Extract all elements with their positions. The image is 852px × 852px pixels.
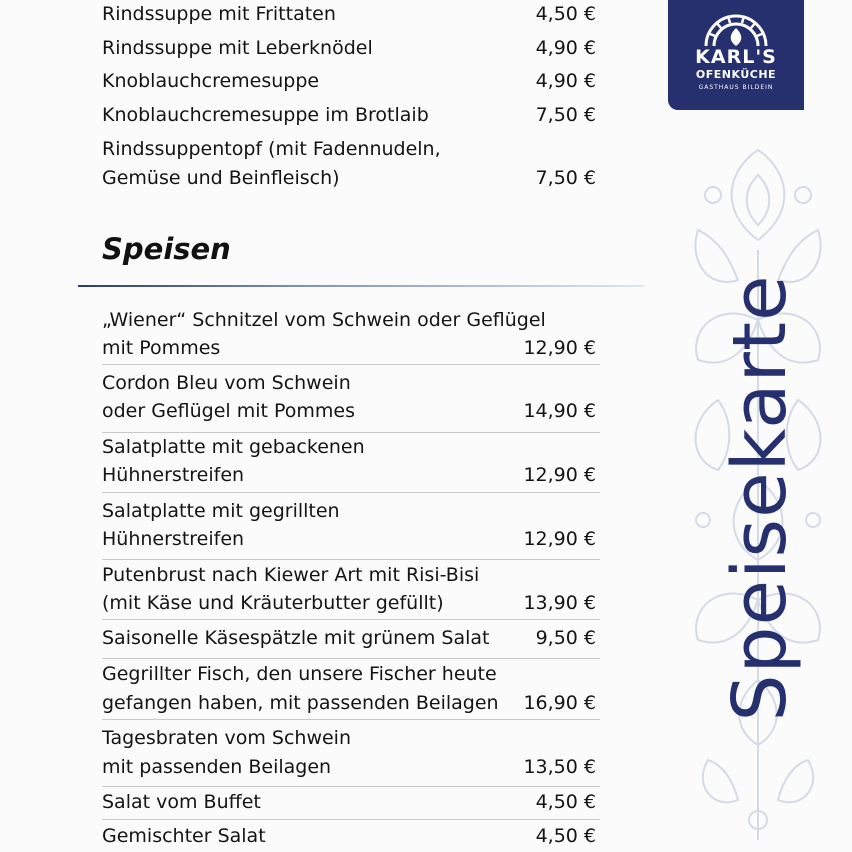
menu-item-rindssuppe-frittaten — [102, 3, 596, 27]
item-name-line-2: Hühnerstreifen — [102, 528, 245, 550]
menu-item-putenbrust-kiew — [102, 564, 596, 618]
menu-item-gegrillter-fisch — [102, 663, 596, 717]
item-name: Rindssuppe mit Frittaten — [102, 3, 336, 25]
item-price: 14,90 € — [523, 400, 596, 422]
item-price: 7,50 € — [535, 167, 596, 189]
menu-item-knoblauchcremesuppe-brotlaib — [102, 104, 596, 128]
menu-item-gemischter-salat — [102, 825, 596, 851]
menu-item-salatplatte-gebacken — [102, 436, 596, 490]
item-name: Saisonelle Käsespätzle mit grünem Salat — [102, 627, 490, 649]
item-name-line-1: Salatplatte mit gegrillten — [102, 500, 340, 522]
item-name-line-2: Gemüse und Beinfleisch) — [102, 167, 340, 189]
item-price: 12,90 € — [523, 464, 596, 486]
item-name-line-1: Salatplatte mit gebackenen — [102, 436, 365, 458]
item-name-line-1: Gegrillter Fisch, den unsere Fischer heute — [102, 663, 497, 685]
menu-item-cordon-bleu — [102, 372, 596, 426]
item-name-line-2: mit passenden Beilagen — [102, 756, 332, 778]
row-divider — [102, 719, 600, 720]
logo-line-1: KARL'S — [695, 46, 777, 68]
item-name: Rindssuppe mit Leberknödel — [102, 37, 373, 59]
menu-item-salat-buffet — [102, 791, 596, 817]
menu-item-salatplatte-gegrillt — [102, 500, 596, 554]
row-divider — [102, 619, 600, 620]
item-price: 7,50 € — [535, 104, 596, 126]
row-divider — [102, 432, 600, 433]
row-divider — [102, 819, 600, 820]
item-name-line-2: oder Geflügel mit Pommes — [102, 400, 356, 422]
item-name: Knoblauchcremesuppe im Brotlaib — [102, 104, 429, 126]
item-name: Knoblauchcremesuppe — [102, 70, 320, 92]
item-price: 9,50 € — [535, 627, 596, 649]
item-name-line-2: mit Pommes — [102, 337, 221, 359]
item-name-line-1: „Wiener“ Schnitzel vom Schwein oder Geflügel — [102, 309, 546, 331]
item-name-line-1: Cordon Bleu vom Schwein — [102, 372, 351, 394]
item-price: 4,90 € — [535, 37, 596, 59]
item-name-line-2: gefangen haben, mit passenden Beilagen — [102, 692, 499, 714]
item-name-line-2: (mit Käse und Kräuterbutter gefüllt) — [102, 592, 444, 614]
item-price: 16,90 € — [523, 692, 596, 714]
row-divider — [102, 364, 600, 365]
item-name-line-1: Tagesbraten vom Schwein — [102, 727, 352, 749]
item-price: 4,50 € — [535, 825, 596, 847]
row-divider — [102, 658, 600, 659]
menu-item-wiener-schnitzel — [102, 309, 596, 363]
menu-item-tagesbraten — [102, 727, 596, 781]
section-title: Speisen — [102, 232, 231, 266]
menu-item-kaesespaetzle — [102, 627, 596, 653]
menu-item-rindssuppe-leberknoedel — [102, 37, 596, 61]
logo-line-3: GASTHAUS BILDEIN — [698, 84, 774, 91]
item-name: Salat vom Buffet — [102, 791, 261, 813]
vertical-page-title: Speisekarte — [717, 274, 803, 722]
item-price: 13,50 € — [523, 756, 596, 778]
item-price: 13,90 € — [523, 592, 596, 614]
item-price: 12,90 € — [523, 528, 596, 550]
item-price: 12,90 € — [523, 337, 596, 359]
item-name: Gemischter Salat — [102, 825, 266, 847]
item-price: 4,90 € — [535, 70, 596, 92]
restaurant-logo — [668, 0, 804, 110]
row-divider — [102, 786, 600, 787]
menu-item-rindssuppentopf — [102, 138, 596, 192]
row-divider — [102, 559, 600, 560]
section-divider — [78, 285, 644, 287]
item-name-line-2: Hühnerstreifen — [102, 464, 245, 486]
oven-arch-icon — [668, 0, 804, 50]
item-name-line-1: Putenbrust nach Kiewer Art mit Risi-Bisi — [102, 564, 480, 586]
item-name-line-1: Rindssuppentopf (mit Fadennudeln, — [102, 138, 441, 160]
logo-line-2: OFENKÜCHE — [695, 68, 777, 81]
item-price: 4,50 € — [535, 791, 596, 813]
row-divider — [102, 492, 600, 493]
item-price: 4,50 € — [535, 3, 596, 25]
menu-item-knoblauchcremesuppe — [102, 70, 596, 94]
